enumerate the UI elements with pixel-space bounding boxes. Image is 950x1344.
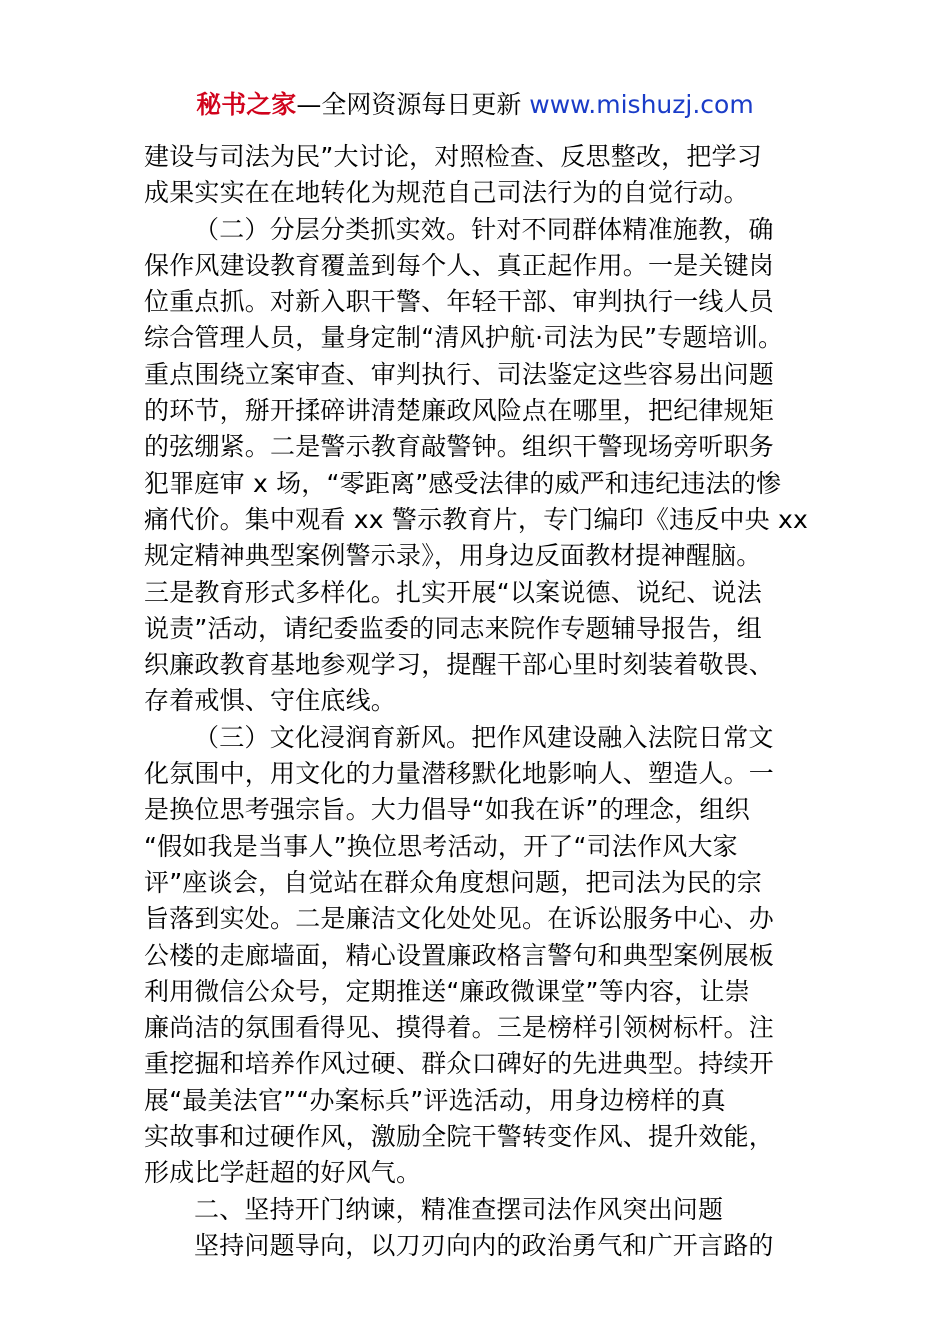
text-line: 建设与司法为民”大讨论，对照检查、反思整改，把学习 — [144, 142, 762, 171]
section-heading-3: （三）文化浸润育新风。把作风建设融入法院日常文 — [194, 722, 774, 752]
text-line: 廉尚洁的氛围看得见、摸得着。三是榜样引领树标杆。注 — [144, 1013, 775, 1043]
text-line: 规定精神典型案例警示录》，用身边反面教材提神醒脑。 — [144, 541, 762, 571]
site-tagline: —全网资源每日更新 — [296, 90, 530, 119]
text-line: 成果实实在在地转化为规范自己司法行为的自觉行动。 — [144, 178, 749, 208]
text-line: 实故事和过硬作风，激励全院干警转变作风、提升效能， — [144, 1122, 775, 1152]
section-heading-2: （二）分层分类抓实效。针对不同群体精准施教，确 — [194, 214, 774, 244]
text-line: 位重点抓。对新入职干警、年轻干部、审判执行一线人员 — [144, 287, 775, 317]
text-line: 形成比学赶超的好风气。 — [144, 1158, 422, 1188]
text-line: 犯罪庭审 x 场，“零距离”感受法律的威严和违纪违法的惨 — [144, 468, 782, 498]
text-line: “假如我是当事人”换位思考活动，开了“司法作风大家 — [144, 831, 738, 861]
text-line: 存着戒惧、守住底线。 — [144, 686, 397, 716]
text-line: 保作风建设教育覆盖到每个人、真正起作用。一是关键岗 — [144, 250, 775, 280]
text-line: 重点围绕立案审查、审判执行、司法鉴定这些容易出问题 — [144, 359, 775, 389]
site-header — [0, 88, 950, 122]
text-line: 旨落到实处。二是廉洁文化处处见。在诉讼服务中心、办 — [144, 904, 775, 934]
site-url-link[interactable]: www.mishuzj.com — [529, 90, 754, 119]
text-line: 坚持问题导向，以刀刃向内的政治勇气和广开言路的 — [194, 1230, 774, 1260]
text-line: 重挖掘和培养作风过硬、群众口碑好的先进典型。持续开 — [144, 1049, 775, 1079]
text-line: 是换位思考强宗旨。大力倡导“如我在诉”的理念，组织 — [144, 795, 750, 825]
text-line: 痛代价。集中观看 xx 警示教育片，专门编印《违反中央 xx — [144, 504, 809, 534]
site-brand: 秘书之家 — [196, 90, 297, 119]
text-line: 的弦绷紧。二是警示教育敲警钟。组织干警现场旁听职务 — [144, 432, 775, 462]
text-line: 公楼的走廊墙面，精心设置廉政格言警句和典型案例展板 — [144, 940, 775, 970]
text-line: 织廉政教育基地参观学习，提醒干部心里时刻装着敬畏、 — [144, 650, 775, 680]
text-line: 展“最美法官”“办案标兵”评选活动，用身边榜样的真 — [144, 1085, 726, 1115]
document-body — [144, 139, 814, 1264]
text-line: 评”座谈会，自觉站在群众角度想问题，把司法为民的宗 — [144, 867, 762, 897]
chapter-heading-2: 二、坚持开门纳谏，精准查摆司法作风突出问题 — [194, 1194, 724, 1224]
text-line: 三是教育形式多样化。扎实开展“以案说德、说纪、说法 — [144, 577, 762, 607]
text-line: 说责”活动，请纪委监委的同志来院作专题辅导报告，组 — [144, 613, 762, 643]
text-line: 的环节，掰开揉碎讲清楚廉政风险点在哪里，把纪律规矩 — [144, 396, 775, 426]
text-line: 利用微信公众号，定期推送“廉政微课堂”等内容，让崇 — [144, 976, 750, 1006]
text-line: 综合管理人员，量身定制“清风护航·司法为民”专题培训。 — [144, 323, 784, 353]
text-line: 化氛围中，用文化的力量潜移默化地影响人、塑造人。一 — [144, 759, 775, 789]
